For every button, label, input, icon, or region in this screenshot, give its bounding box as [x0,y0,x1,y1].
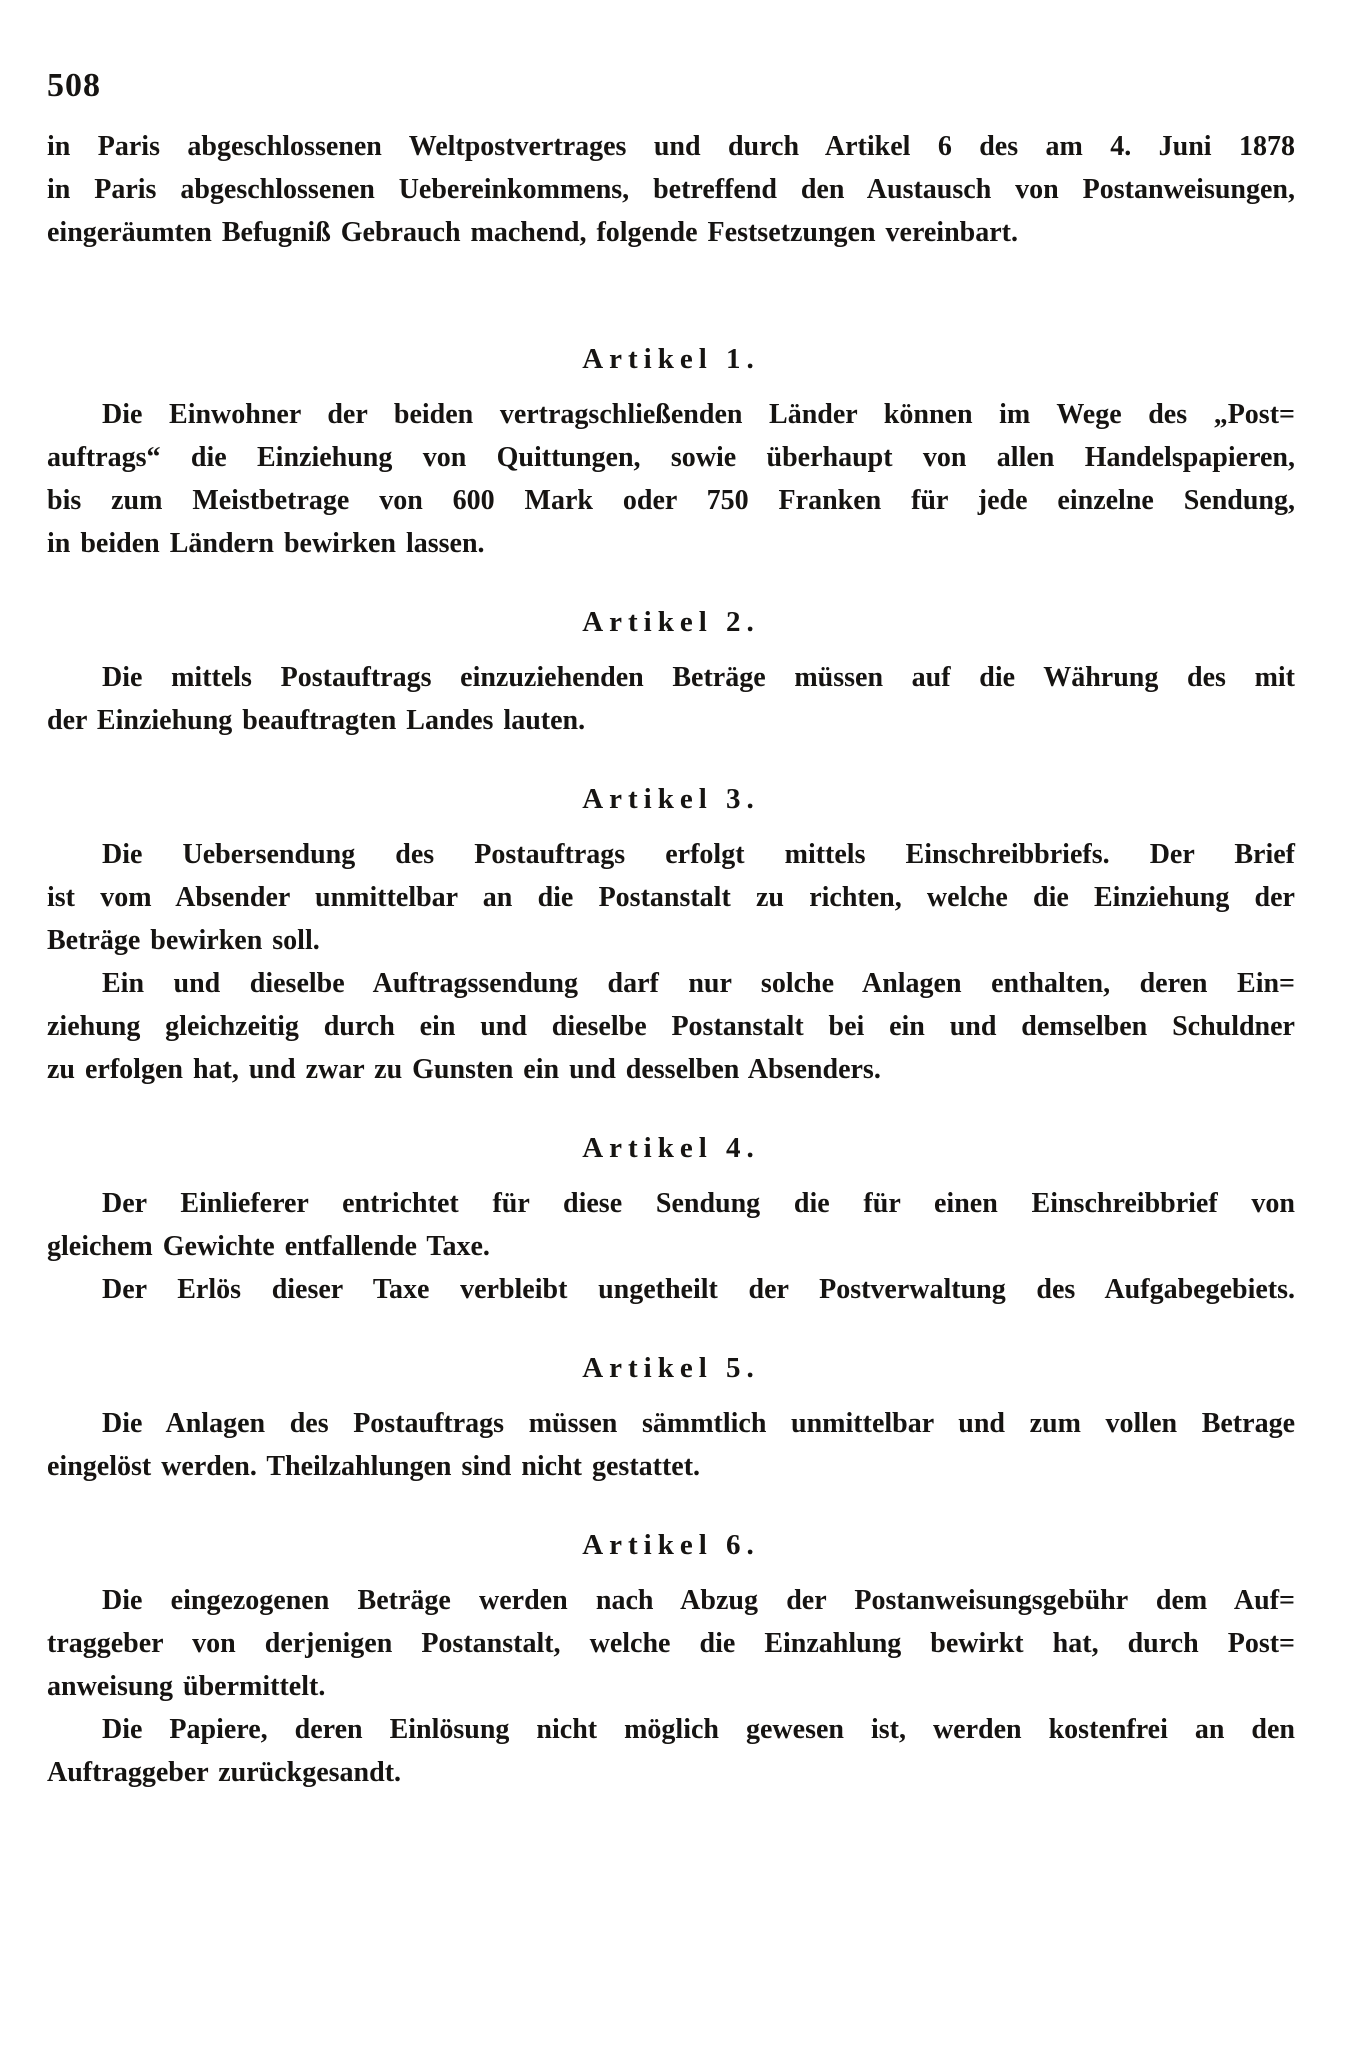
article-3-paragraph-1 [47,833,1295,962]
article-1-paragraph-1 [47,393,1295,565]
text-line: in beiden Ländern bewirken lassen. [47,528,485,559]
text-line: eingeräumten Befugniß Gebrauch machend, folgende Festsetzungen vereinbart. [47,217,1018,248]
text-line: Die eingezogenen Beträge werden nach Abzug der Postanweisungsgebühr dem Auf= [102,1585,1295,1616]
article-5 [47,1347,1295,1488]
text-line: Die Papiere, deren Einlösung nicht möglich gewesen ist, werden kostenfrei an den [102,1714,1295,1745]
text-line: Die Uebersendung des Postauftrags erfolgt mittels Einschreibbriefs. Der Brief [102,839,1295,870]
intro-paragraph [47,125,1295,254]
text-line: in Paris abgeschlossenen Weltpostvertrages und durch Artikel 6 des am 4. Juni 1878 [47,131,1295,162]
article-2-heading: Artikel 2. [582,606,760,638]
text-line: Auftraggeber zurückgesandt. [47,1757,402,1788]
article-4 [47,1127,1295,1311]
text-line: Ein und dieselbe Auftragssendung darf nur solche Anlagen enthalten, deren Ein= [102,968,1295,999]
text-line: in Paris abgeschlossenen Uebereinkommens, betreffend den Austausch von Postanweisungen, [47,174,1295,205]
text-line: anweisung übermittelt. [47,1671,326,1702]
article-2-paragraph-1 [47,656,1295,742]
text-line: Die mittels Postauftrags einzuziehenden Beträge müssen auf die Währung des mit [102,662,1295,693]
text-line: der Einziehung beauftragten Landes lauten. [47,705,586,736]
text-line: traggeber von derjenigen Postanstalt, welche die Einzahlung bewirkt hat, durch Post= [47,1628,1295,1659]
text-line: ziehung gleichzeitig durch ein und dieselbe Postanstalt bei ein und demselben Schuldner [47,1011,1295,1042]
article-1-heading: Artikel 1. [582,343,760,375]
article-1 [47,338,1295,565]
article-4-paragraph-2 [47,1268,1295,1311]
article-6-paragraph-1 [47,1579,1295,1708]
text-line: auftrags“ die Einziehung von Quittungen, sowie überhaupt von allen Handelspapieren, [47,442,1295,473]
article-3-paragraph-2 [47,962,1295,1091]
article-3 [47,778,1295,1091]
text-line: zu erfolgen hat, und zwar zu Gunsten ein und desselben Absenders. [47,1054,881,1085]
article-4-heading: Artikel 4. [582,1132,760,1164]
page-number: 508 [47,67,101,104]
article-6-paragraph-2 [47,1708,1295,1794]
article-5-paragraph-1 [47,1402,1295,1488]
text-line: eingelöst werden. Theilzahlungen sind nicht gestattet. [47,1451,701,1482]
article-3-heading: Artikel 3. [582,783,760,815]
article-5-heading: Artikel 5. [582,1352,760,1384]
article-2 [47,601,1295,742]
text-line: bis zum Meistbetrage von 600 Mark oder 750 Franken für jede einzelne Sendung, [47,485,1295,516]
text-line: ist vom Absender unmittelbar an die Postanstalt zu richten, welche die Einziehung der [47,882,1295,913]
text-line: Die Einwohner der beiden vertragschließenden Länder können im Wege des „Post= [102,399,1295,430]
text-line: Beträge bewirken soll. [47,925,320,956]
text-line: Die Anlagen des Postauftrags müssen sämmtlich unmittelbar und zum vollen Betrage [102,1408,1295,1439]
text-line: Der Erlös dieser Taxe verbleibt ungetheilt der Postverwaltung des Aufgabegebiets. [102,1274,1295,1305]
article-4-paragraph-1 [47,1182,1295,1268]
article-6-heading: Artikel 6. [582,1529,760,1561]
text-line: Der Einlieferer entrichtet für diese Sendung die für einen Einschreibbrief von [102,1188,1295,1219]
article-6 [47,1524,1295,1794]
text-line: gleichem Gewichte entfallende Taxe. [47,1231,490,1262]
